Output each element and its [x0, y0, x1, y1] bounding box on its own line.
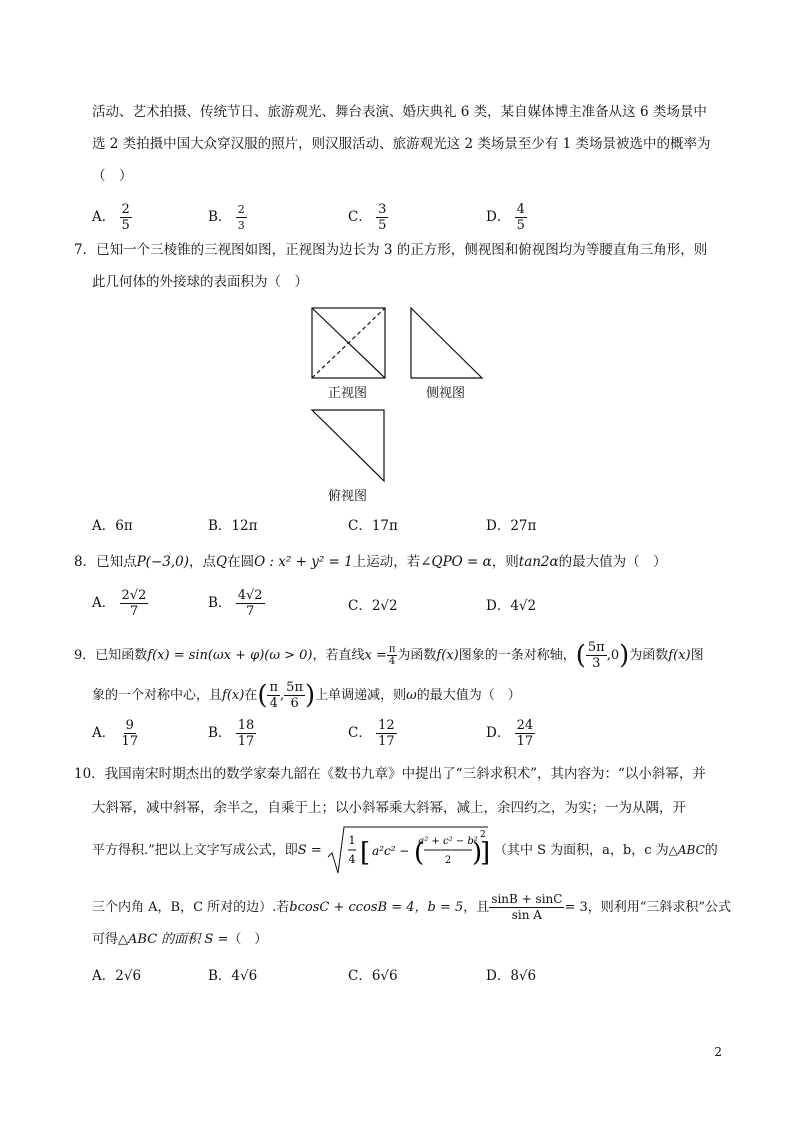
option-label: A． — [92, 725, 116, 741]
q10-line-4 — [92, 892, 731, 923]
math: △ABC — [668, 843, 705, 857]
option-value: 12π — [231, 518, 258, 534]
text: 的 — [704, 843, 718, 858]
paren: ) — [619, 640, 630, 671]
option-label: B． — [208, 209, 232, 225]
denominator: sin A — [511, 908, 542, 922]
option-label: B． — [208, 725, 232, 741]
numerator: 9 — [125, 718, 134, 733]
fraction — [387, 644, 398, 667]
denominator: 3 — [592, 656, 601, 671]
exponent: 2 — [479, 829, 486, 840]
option-label: B． — [208, 518, 232, 534]
math: tan2α — [518, 554, 559, 570]
q6-line-3: （ ） — [92, 168, 133, 184]
numerator: 3 — [378, 202, 387, 217]
q9-line-2: 象的一个对称中心，且f(x)在( $\frac{\pi}{4}$ , $\frac{5\pi}{6}$ )上单调递减，则ω的最大值为（ ） — [92, 680, 521, 711]
denominator: 3 — [237, 219, 245, 232]
numerator-one: 1 — [348, 833, 356, 847]
fraction — [236, 718, 257, 749]
text: ，则利用“三斜求积”公式 — [587, 900, 732, 915]
option-value: 8√6 — [510, 968, 537, 984]
text: （ ） — [228, 932, 268, 947]
q7-option-c — [348, 516, 398, 536]
q7-option-b — [208, 516, 257, 536]
denominator: 17 — [121, 734, 139, 749]
math: O : x² + y² = 1 — [254, 554, 353, 570]
bracket-left: [ — [359, 837, 371, 868]
denominator: 4 — [388, 656, 396, 667]
option-value: 6√6 — [371, 968, 398, 984]
numerator: sinB + sinC — [491, 892, 563, 906]
q6-line-2: 选 2 类拍摄中国大众穿汉服的照片，则汉服活动、旅游观光这 2 类场景至少有 1 类场景被选中的概率为 — [92, 136, 711, 152]
option-label: C． — [348, 968, 372, 984]
text: 为函数 — [397, 648, 437, 663]
text: 平方得积.”把以上文字写成公式，即 — [92, 843, 298, 858]
a2c2-term: a²c² − — [371, 843, 410, 858]
math: Q — [216, 554, 228, 570]
math: P(−3,0) — [136, 554, 189, 570]
option-label: D． — [486, 598, 511, 614]
inner-numerator: a² + c² − b² — [418, 835, 478, 847]
q10-option-b — [208, 966, 257, 986]
q6-line-1: 活动、艺术拍摄、传统节日、旅游观光、舞台表演、婚庆典礼 6 类，某自媒体博主准备从这 6 类场景中 — [92, 104, 707, 120]
text: 图 — [690, 648, 704, 663]
numerator: 2 — [121, 202, 130, 217]
numerator: 5π — [587, 640, 605, 655]
q8-line-1 — [74, 552, 667, 572]
text: 上运动，若 — [352, 554, 421, 570]
q9-option-c — [348, 718, 397, 749]
paren: ( — [257, 680, 268, 711]
text: 可得 — [92, 932, 119, 947]
heron-formula-radical — [326, 823, 490, 879]
numerator: 12 — [378, 718, 395, 733]
q7-option-a — [92, 516, 133, 536]
q8-option-b — [208, 588, 265, 619]
numerator: 5π — [286, 680, 303, 695]
option-label: A． — [92, 968, 116, 984]
denominator: 6 — [290, 696, 299, 711]
math: = 3 — [564, 900, 588, 915]
option-label: C． — [348, 518, 372, 534]
denominator: 7 — [129, 604, 139, 619]
text: 图象的一条对称轴， — [458, 648, 576, 663]
math: f(x) — [668, 648, 691, 663]
option-value: 6π — [115, 518, 133, 534]
denominator: 17 — [516, 734, 534, 749]
text: 上单调递减，则 — [315, 688, 407, 703]
page-number: 2 — [714, 1045, 722, 1059]
math: f(x) — [222, 688, 245, 703]
text: 在圆 — [227, 554, 255, 570]
q10-line-3 — [92, 820, 718, 880]
text: ，若直线 — [312, 648, 365, 663]
fraction — [586, 640, 607, 671]
fraction — [515, 718, 536, 749]
math: ω — [406, 688, 417, 703]
text: 在 — [244, 688, 258, 703]
fraction — [284, 680, 305, 711]
option-label: C． — [348, 725, 372, 741]
q9-option-d — [486, 718, 535, 749]
numerator: π — [269, 680, 279, 695]
option-label: B． — [208, 595, 232, 611]
q10-line-1: 10．我国南宋时期杰出的数学家秦九韶在《数书九章》中提出了“三斜求积术”，其内容为：“以小斜幂，并 — [74, 766, 706, 782]
front-view-label: 正视图 — [328, 386, 368, 401]
text: 为函数 — [629, 648, 669, 663]
q10-option-a — [92, 966, 141, 986]
option-label: D． — [486, 209, 511, 225]
math: bcosC + ccosB = 4，b = 5 — [289, 900, 464, 915]
fraction — [120, 588, 149, 619]
q7-option-d — [486, 516, 536, 536]
text: 9．已知函数 — [74, 648, 148, 663]
denominator: 17 — [378, 734, 395, 749]
denominator: 7 — [245, 604, 255, 619]
option-label: D． — [486, 725, 511, 741]
q8-option-a — [92, 588, 148, 619]
q10-line-5 — [92, 930, 267, 950]
text: 的最大值为（ ） — [558, 554, 667, 570]
text: 的最大值为（ ） — [416, 688, 521, 703]
text: ，则 — [491, 554, 519, 570]
text: 三个内角 A，B，C 所对的边）.若 — [92, 900, 290, 915]
denominator: 5 — [516, 218, 525, 233]
option-label: D． — [486, 968, 511, 984]
option-value: 4√2 — [510, 598, 537, 614]
q9-option-b — [208, 718, 256, 749]
option-label: C． — [348, 598, 372, 614]
paren-left: ( — [413, 837, 425, 868]
numerator: π — [388, 644, 396, 655]
math: △ABC 的面积 S = — [118, 932, 229, 947]
numerator: 2 — [237, 203, 245, 216]
fraction — [267, 680, 280, 711]
q9-option-a — [92, 718, 140, 749]
option-label: D． — [486, 518, 511, 534]
inner-denominator: 2 — [444, 854, 452, 866]
q7-line-2: 此几何体的外接球的表面积为（ ） — [92, 274, 308, 290]
option-label: C． — [348, 209, 372, 225]
fraction — [120, 718, 141, 749]
q9-line-1 — [74, 640, 704, 671]
option-label: B． — [208, 968, 232, 984]
side-view-label: 侧视图 — [426, 386, 466, 401]
q10-option-c — [348, 966, 398, 986]
option-value: 17π — [371, 518, 398, 534]
numerator: 2√2 — [121, 588, 147, 603]
paren: ) — [305, 680, 316, 711]
option-label: A． — [92, 595, 116, 611]
text: 8．已知点 — [74, 554, 137, 570]
denominator-four: 4 — [348, 852, 356, 866]
fraction — [376, 718, 397, 749]
option-value: 2√6 — [115, 968, 142, 984]
denominator: 17 — [237, 734, 255, 749]
q8-option-d — [486, 596, 536, 616]
text: ，点 — [189, 554, 216, 570]
fraction — [236, 588, 265, 619]
text: 象的一个对称中心，且 — [92, 688, 223, 703]
q7-line-1: 7．已知一个三棱锥的三视图如图，正视图为边长为 3 的正方形，侧视图和俯视图均为等腰直角三角形，则 — [74, 242, 708, 258]
top-view-label: 俯视图 — [328, 489, 368, 504]
option-value: 2√2 — [371, 598, 398, 614]
side-view — [411, 308, 482, 378]
bracket-right: ] — [479, 837, 490, 868]
math: ∠QPO = α — [420, 554, 492, 570]
paren-right: ) — [471, 837, 483, 868]
option-label: A． — [92, 209, 116, 225]
q8-option-c — [348, 596, 398, 616]
front-view — [312, 308, 385, 378]
q10-option-d — [486, 966, 536, 986]
numerator: 24 — [516, 718, 534, 733]
math: ,0 — [606, 648, 620, 663]
text: （其中 S 为面积，a，b，c 为 — [494, 843, 669, 858]
paren: ( — [575, 640, 586, 671]
denominator: 5 — [378, 218, 387, 233]
numerator: 4 — [516, 202, 525, 217]
top-view — [312, 410, 384, 481]
fraction — [489, 892, 564, 923]
denominator: 4 — [269, 696, 278, 711]
three-view-figure — [0, 0, 794, 520]
math: S = — [297, 843, 322, 858]
math: x = — [364, 648, 387, 663]
q10-line-2: 大斜幂，减中斜幂，余半之，自乘于上；以小斜幂乘大斜幂，减上，余四约之，为实；一为从隅，开 — [92, 800, 686, 816]
math: f(x) — [436, 648, 459, 663]
numerator: 18 — [237, 718, 255, 733]
math: f(x) = sin(ωx + φ)(ω > 0) — [147, 648, 313, 663]
denominator: 5 — [121, 218, 130, 233]
option-value: 27π — [510, 518, 537, 534]
option-label: A． — [92, 518, 116, 534]
text: ，且 — [463, 900, 490, 915]
option-value: 4√6 — [231, 968, 258, 984]
numerator: 4√2 — [237, 588, 263, 603]
